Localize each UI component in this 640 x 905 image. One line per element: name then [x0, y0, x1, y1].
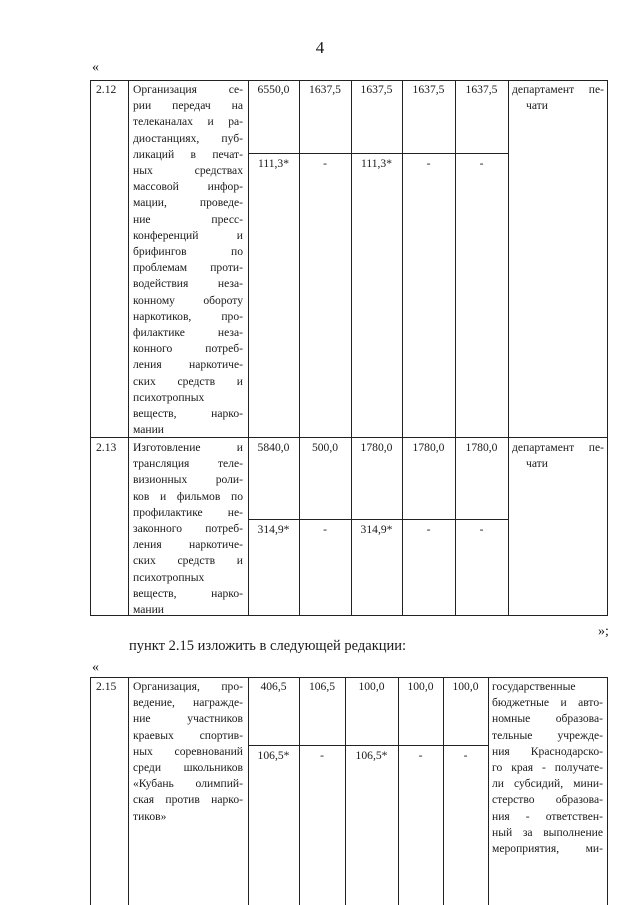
- page-number: 4: [315, 38, 325, 57]
- row-executor: департамент пе- чати: [512, 441, 604, 471]
- value-year-2: 100,0: [358, 680, 385, 693]
- value-total-extra: 106,5*: [257, 749, 290, 762]
- row-executor: государственные бюджетные и авто- номные образова- тельные учрежде- ния Краснодарско- го края - получате- ли субсидий, мини- стерство образова- ния - ответствен- ный за выполнение мероприятия, ми-: [492, 680, 603, 856]
- value-year-1: 106,5: [308, 680, 336, 693]
- opening-quote: «: [92, 60, 99, 75]
- value-year-3: 1637,5: [412, 83, 445, 96]
- value-year-3-extra: -: [426, 157, 431, 170]
- value-total: 406,5: [260, 680, 287, 693]
- value-year-3-extra: -: [426, 523, 431, 536]
- row-number: 2.12: [96, 83, 117, 96]
- value-year-3: 100,0: [407, 680, 434, 693]
- value-year-4: 100,0: [452, 680, 479, 693]
- value-total-extra: 111,3*: [257, 157, 290, 170]
- row-description: Организация се- рии передач на телеканалах и ра- диостанциях, пуб- ликаций в печат- ных средствах массовой инфор- мации, проведе- ние пресс- конференций и брифингов по проблемам проти- водействия неза- конному обороту наркотиков, про- филактике неза- конного потреб- ления наркотиче- ских средств и психотропных веществ, нарко- мании: [133, 83, 243, 437]
- value-total: 6550,0: [257, 83, 290, 96]
- value-year-2: 1780,0: [360, 441, 393, 454]
- value-year-4-extra: -: [479, 157, 484, 170]
- value-year-1-extra: -: [323, 523, 327, 536]
- row-number: 2.15: [96, 680, 117, 693]
- value-year-4-extra: -: [479, 523, 484, 536]
- value-year-1-extra: -: [320, 749, 324, 762]
- row-executor: департамент пе- чати: [512, 83, 604, 113]
- opening-quote: «: [92, 660, 99, 675]
- value-year-1-extra: -: [323, 157, 327, 170]
- value-year-4: 1780,0: [465, 441, 498, 454]
- value-year-3-extra: -: [418, 749, 423, 762]
- value-total-extra: 314,9*: [257, 523, 290, 536]
- value-year-3: 1780,0: [412, 441, 445, 454]
- value-year-1: 500,0: [311, 441, 339, 454]
- value-year-4-extra: -: [463, 749, 468, 762]
- value-total: 5840,0: [257, 441, 290, 454]
- value-year-4: 1637,5: [465, 83, 498, 96]
- row-description: Организация, про- ведение, награжде- ние участников краевых спортив- ных соревнований среди школьников «Кубань олимпий- ская против нарко- тиков»: [133, 680, 243, 823]
- value-year-2-extra: 111,3*: [360, 157, 393, 170]
- row-number: 2.13: [96, 441, 117, 454]
- row-description: Изготовление и трансляция теле- визионных роли- ков и фильмов по профилактике не- законного потреб- ления наркотиче- ских средств и психотропных веществ, нарко- мании: [133, 441, 243, 617]
- value-year-1: 1637,5: [309, 83, 341, 96]
- amendment-text: пункт 2.15 изложить в следующей редакции:: [129, 638, 407, 654]
- value-year-2-extra: 106,5*: [355, 749, 388, 762]
- value-year-2-extra: 314,9*: [360, 523, 393, 536]
- value-year-2: 1637,5: [360, 83, 393, 96]
- closing-quote: »;: [598, 624, 609, 639]
